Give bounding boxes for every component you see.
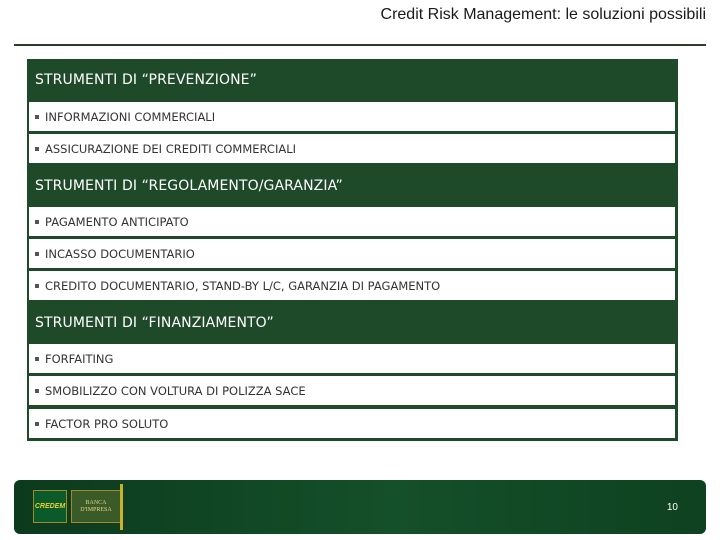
bullet-icon <box>35 389 39 393</box>
bullet-icon <box>35 115 39 119</box>
list-item-label: INCASSO DOCUMENTARIO <box>45 246 195 261</box>
bullet-icon <box>35 357 39 361</box>
list-item <box>29 102 675 131</box>
list-item-label: INFORMAZIONI COMMERCIALI <box>45 109 216 124</box>
slide-title: Credit Risk Management: le soluzioni possibili <box>380 6 706 23</box>
section-header-finanziamento: STRUMENTI DI “FINANZIAMENTO” <box>35 315 274 331</box>
list-item <box>29 376 675 405</box>
list-item <box>29 134 675 163</box>
bullet-icon <box>35 252 39 256</box>
title-divider <box>14 44 706 46</box>
banca-d-impresa-logo: BANCA D'IMPRESA <box>71 490 121 523</box>
section-header-prevenzione: STRUMENTI DI “PREVENZIONE” <box>35 72 257 88</box>
list-item-label: CREDITO DOCUMENTARIO, STAND-BY L/C, GARANZIA DI PAGAMENTO <box>45 278 441 293</box>
list-item-label: PAGAMENTO ANTICIPATO <box>45 214 189 229</box>
gold-accent-bar <box>120 484 123 530</box>
bullet-icon <box>35 147 39 151</box>
bullet-icon <box>35 422 39 426</box>
list-item <box>29 207 675 236</box>
footer-bar <box>14 480 706 534</box>
list-item-label: FACTOR PRO SOLUTO <box>45 416 169 431</box>
list-item <box>29 271 675 300</box>
list-item <box>29 239 675 268</box>
page-number: 10 <box>666 502 678 513</box>
list-item <box>29 344 675 373</box>
list-item-label: SMOBILIZZO CON VOLTURA DI POLIZZA SACE <box>45 383 306 398</box>
tools-panel <box>27 59 678 441</box>
list-item-label: ASSICURAZIONE DEI CREDITI COMMERCIALI <box>45 141 297 156</box>
bullet-icon <box>35 284 39 288</box>
section-header-regolamento-garanzia: STRUMENTI DI “REGOLAMENTO/GARANZIA” <box>35 178 343 194</box>
list-item <box>29 409 675 438</box>
list-item-label: FORFAITING <box>45 351 114 366</box>
bullet-icon <box>35 220 39 224</box>
credem-logo: CREDEM <box>33 490 67 523</box>
